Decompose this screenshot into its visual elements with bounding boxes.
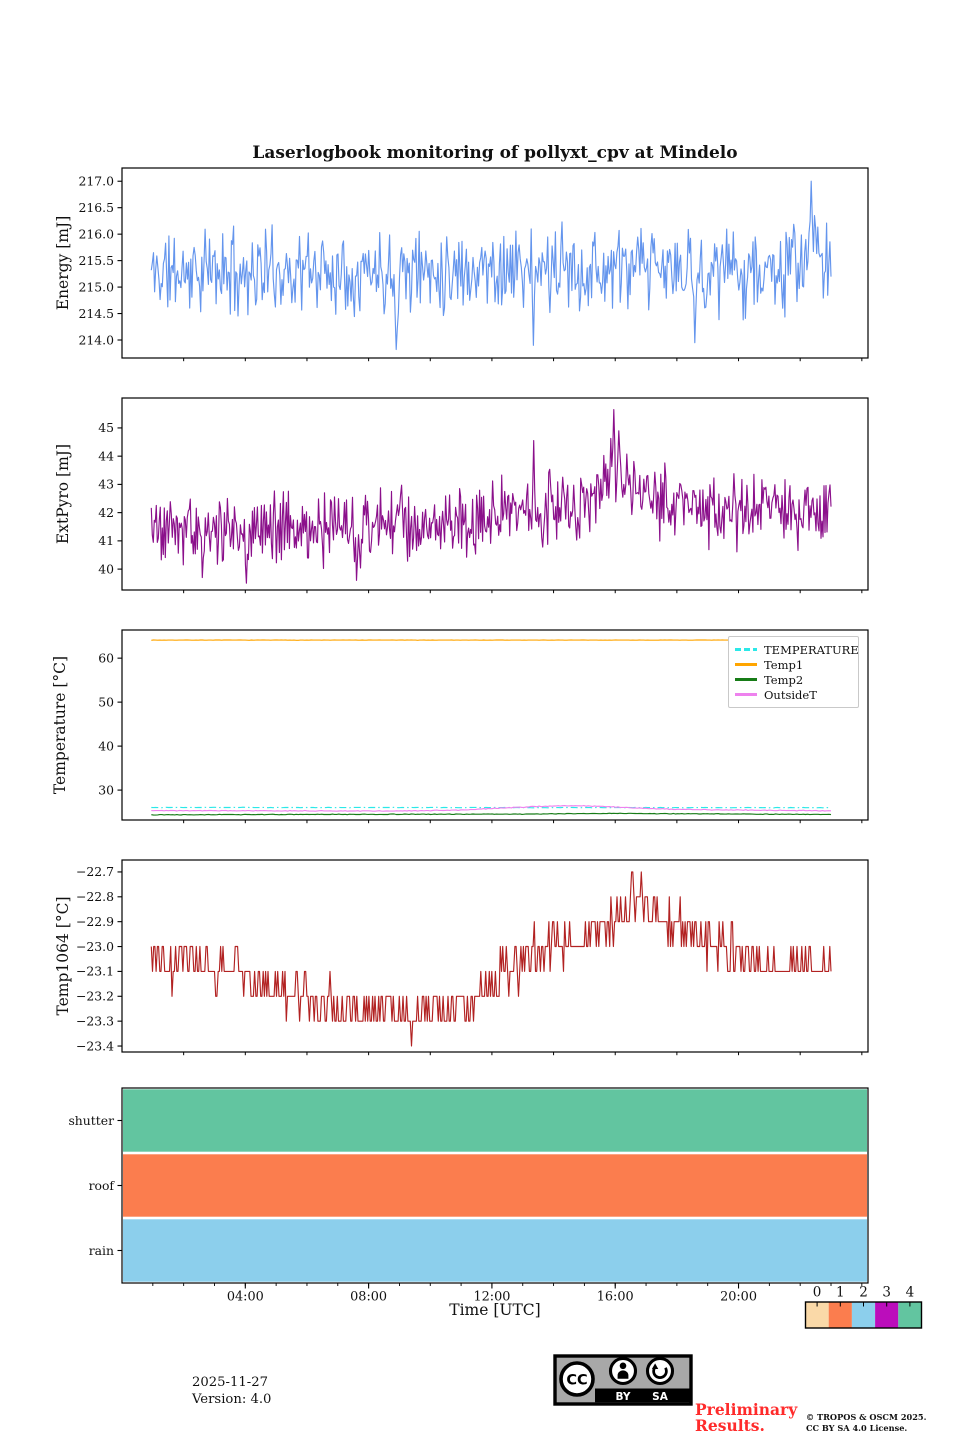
legend-entry [735, 657, 852, 672]
cc-by-sa-badge [553, 1354, 693, 1406]
y-tick-label: −23.1 [76, 963, 114, 979]
legend-entry [735, 687, 852, 702]
date-label: 2025-11-27 [192, 1375, 269, 1390]
y-tick-label: −22.9 [76, 913, 114, 929]
copyright-line1: © TROPOS & OSCM 2025. [806, 1412, 927, 1422]
legend-entry-label: TEMPERATURE [764, 642, 859, 657]
x-tick-label: 20:00 [720, 1289, 757, 1305]
figure-title: Laserlogbook monitoring of pollyxt_cpv at Mindelo [252, 143, 738, 163]
sa-share-alike-icon [648, 1359, 673, 1384]
x-tick-label: 16:00 [596, 1289, 634, 1305]
y-tick-label: −22.7 [76, 864, 114, 880]
y-tick-label: −23.2 [76, 988, 114, 1004]
y-tick-label: 60 [98, 650, 114, 666]
x-tick-label: 04:00 [226, 1289, 264, 1305]
y-tick-label: 40 [98, 738, 114, 754]
y-tick-label: 30 [98, 782, 114, 798]
preliminary-line1: Preliminary [695, 1400, 798, 1419]
legend-entry [735, 642, 859, 657]
y-tick-label: 216.5 [78, 199, 114, 215]
copyright-line2: CC BY SA 4.0 License. [806, 1422, 908, 1433]
sa-label: SA [652, 1390, 668, 1403]
y-tick-label: 216.0 [78, 226, 114, 242]
x-axis-label: Time [UTC] [449, 1301, 541, 1319]
legend-entry-label: Temp1 [764, 657, 804, 672]
y-tick-label: 43 [98, 476, 114, 492]
status-row-label: rain [88, 1242, 114, 1258]
colorbar-tick-label: 4 [905, 1284, 915, 1301]
colorbar-tick-label: 1 [836, 1284, 845, 1301]
temperature-legend [728, 636, 859, 708]
y-tick-label: 41 [98, 533, 114, 549]
x-tick-label: 12:00 [473, 1289, 511, 1305]
by-person-head [620, 1363, 627, 1370]
y-tick-label: 214.5 [78, 305, 114, 321]
legend-line-swatch [735, 648, 757, 650]
y-tick-label: −23.4 [76, 1038, 114, 1054]
legend-entry-label: OutsideT [764, 687, 817, 702]
temp1064-ylabel: Temp1064 [°C] [54, 896, 72, 1016]
temperature-ylabel: Temperature [°C] [51, 655, 69, 795]
badge-band [595, 1389, 690, 1403]
extpyro-ylabel: ExtPyro [mJ] [54, 443, 72, 545]
colorbar-tick-label: 3 [882, 1284, 891, 1301]
preliminary-note [695, 1402, 797, 1435]
legend-entry-label: Temp2 [764, 672, 804, 687]
colorbar-tick-label: 2 [859, 1284, 868, 1301]
legend-line-swatch [735, 693, 757, 695]
colorbar-tick-label: 0 [812, 1284, 822, 1301]
status-row-label: shutter [68, 1112, 114, 1128]
y-tick-label: 45 [98, 420, 114, 436]
y-tick-label: 215.0 [78, 279, 114, 295]
energy-ylabel: Energy [mJ] [54, 215, 72, 311]
x-tick-label: 08:00 [350, 1289, 388, 1305]
legend-line-swatch [735, 663, 757, 665]
y-tick-label: 217.0 [78, 173, 114, 189]
status-row-label: roof [88, 1177, 114, 1193]
y-tick-label: 215.5 [78, 252, 114, 268]
copyright-note [806, 1412, 926, 1433]
y-tick-label: 40 [98, 561, 114, 577]
cc-icon-label: CC [566, 1372, 588, 1389]
version-label: Version: 4.0 [192, 1392, 272, 1407]
y-tick-label: 44 [98, 448, 114, 464]
legend-line-swatch [735, 678, 757, 680]
by-label: BY [615, 1390, 631, 1403]
y-tick-label: −22.8 [76, 889, 114, 905]
y-tick-label: −23.3 [76, 1013, 114, 1029]
preliminary-line2: Results. [695, 1416, 765, 1436]
y-tick-label: 214.0 [78, 332, 114, 348]
y-tick-label: 50 [98, 694, 114, 710]
legend-entry [735, 672, 852, 687]
y-tick-label: 42 [98, 504, 114, 520]
y-tick-label: −23.0 [76, 938, 114, 954]
